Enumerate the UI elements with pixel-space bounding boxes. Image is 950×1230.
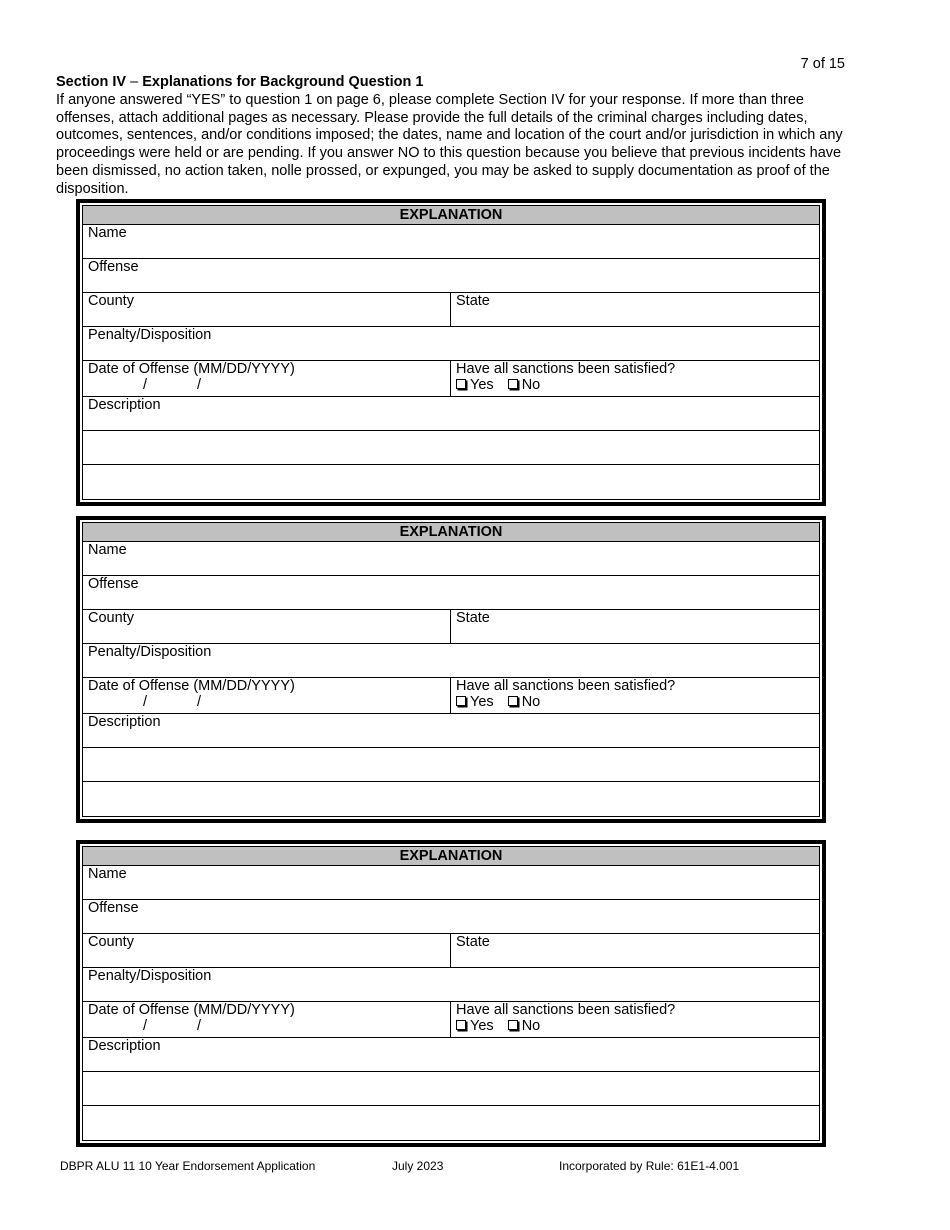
- footer-rule: Incorporated by Rule: 61E1-4.001: [559, 1159, 740, 1173]
- no-checkbox[interactable]: No: [508, 694, 541, 710]
- state-field[interactable]: State: [456, 293, 490, 309]
- checkbox-icon: [456, 379, 466, 389]
- section-intro: [56, 74, 856, 199]
- name-field[interactable]: Name: [88, 542, 127, 558]
- footer-date: July 2023: [392, 1159, 444, 1173]
- name-field[interactable]: Name: [88, 866, 127, 882]
- description-field[interactable]: Description: [88, 397, 161, 413]
- explanation-box-1: [76, 199, 826, 506]
- description-line[interactable]: [83, 465, 819, 499]
- description-line[interactable]: [83, 1072, 819, 1105]
- description-line[interactable]: [83, 1106, 819, 1140]
- checkbox-icon: [508, 379, 518, 389]
- checkbox-icon: [508, 696, 518, 706]
- explanation-box-2: [76, 516, 826, 823]
- description-field[interactable]: Description: [88, 714, 161, 730]
- checkbox-icon: [456, 696, 466, 706]
- date-of-offense-field[interactable]: Date of Offense (MM/DD/YYYY) / /: [83, 1002, 451, 1037]
- page-number: 7 of 15: [800, 56, 845, 72]
- yes-checkbox[interactable]: Yes: [456, 1018, 494, 1034]
- checkbox-icon: [456, 1020, 466, 1030]
- explanation-header: EXPLANATION: [83, 847, 819, 866]
- yes-checkbox[interactable]: Yes: [456, 694, 494, 710]
- description-field[interactable]: Description: [88, 1038, 161, 1054]
- sanctions-field: Have all sanctions been satisfied? Yes No: [456, 1002, 676, 1034]
- date-of-offense-field[interactable]: Date of Offense (MM/DD/YYYY) / /: [83, 361, 451, 396]
- offense-field[interactable]: Offense: [88, 259, 139, 275]
- footer-form-id: DBPR ALU 11 10 Year Endorsement Application: [60, 1159, 316, 1173]
- description-line[interactable]: [83, 431, 819, 464]
- penalty-field[interactable]: Penalty/Disposition: [88, 644, 212, 660]
- sanctions-field: Have all sanctions been satisfied? Yes No: [456, 361, 676, 393]
- checkbox-icon: [508, 1020, 518, 1030]
- penalty-field[interactable]: Penalty/Disposition: [88, 968, 212, 984]
- no-checkbox[interactable]: No: [508, 377, 541, 393]
- no-checkbox[interactable]: No: [508, 1018, 541, 1034]
- date-of-offense-field[interactable]: Date of Offense (MM/DD/YYYY) / /: [83, 678, 451, 713]
- county-field[interactable]: County: [83, 293, 451, 326]
- county-field[interactable]: County: [83, 934, 451, 967]
- explanation-header: EXPLANATION: [83, 206, 819, 225]
- sanctions-field: Have all sanctions been satisfied? Yes No: [456, 678, 676, 710]
- offense-field[interactable]: Offense: [88, 900, 139, 916]
- state-field[interactable]: State: [456, 610, 490, 626]
- yes-checkbox[interactable]: Yes: [456, 377, 494, 393]
- explanation-box-3: [76, 840, 826, 1147]
- explanation-header: EXPLANATION: [83, 523, 819, 542]
- description-line[interactable]: [83, 782, 819, 816]
- section-instructions: If anyone answered “YES” to question 1 on page 6, please complete Section IV for your response. If more than three offenses, attach additional pages as necessary. Please provide the full details of the criminal charges including dates, outcomes, sentences, and/or conditions imposed; the dates, name and location of the court and/or jurisdiction in which any proceedings were held or are pending. If you answer NO to this question because you believe that previous incidents have been dismissed, no action taken, nolle prossed, or expunged, you may be asked to supply documentation as proof of the disposition.: [56, 91, 843, 197]
- name-field[interactable]: Name: [88, 225, 127, 241]
- description-line[interactable]: [83, 748, 819, 781]
- state-field[interactable]: State: [456, 934, 490, 950]
- offense-field[interactable]: Offense: [88, 576, 139, 592]
- penalty-field[interactable]: Penalty/Disposition: [88, 327, 212, 343]
- county-field[interactable]: County: [83, 610, 451, 643]
- section-title: Section IV – Explanations for Background Question 1: [56, 74, 424, 90]
